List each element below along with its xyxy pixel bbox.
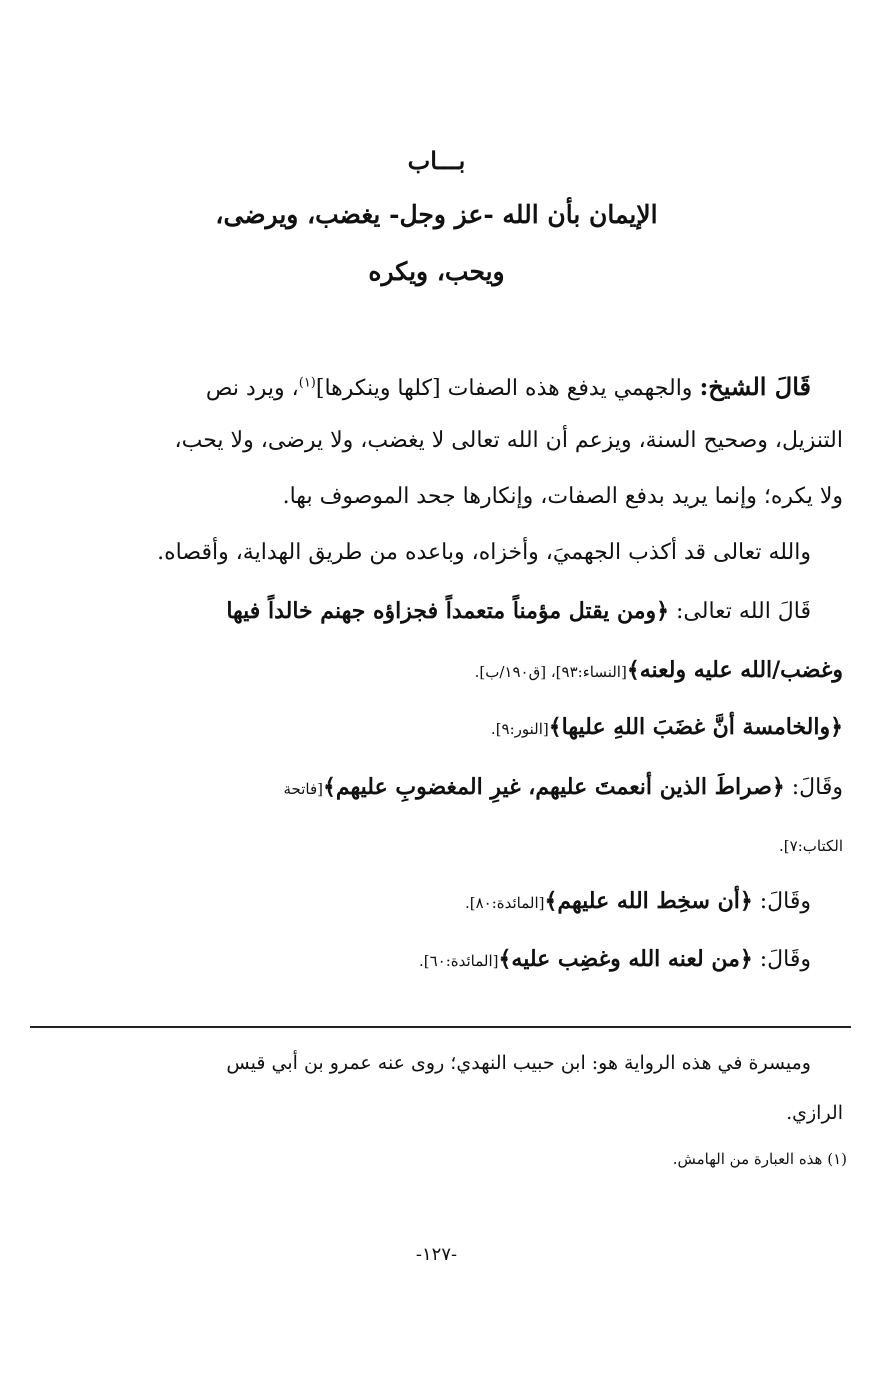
paragraph-text: والجهمي يدفع هذه الصفات [كلها وينكرها] xyxy=(315,376,700,401)
paragraph-3-line-1 xyxy=(30,598,811,624)
quran-verse: ﴿أن سخِط الله عليهم﴾ xyxy=(544,888,753,914)
quran-verse: ﴿والخامسة أنَّ غضَبَ اللهِ عليها﴾ xyxy=(548,714,843,740)
paragraph-5-line-2 xyxy=(30,832,843,857)
paragraph-5-line-1 xyxy=(30,774,843,800)
paragraph-3-line-2 xyxy=(30,657,843,683)
verse-reference: [النساء:٩٣]، [ق١٩٠/ب]. xyxy=(474,663,627,681)
footnote-continuation-line-1: وميسرة في هذه الرواية هو: ابن حبيب النهدي؛ روى عنه عمرو بن أبي قيس xyxy=(226,1052,811,1074)
paragraph-7-line-1 xyxy=(30,946,811,972)
paragraph-4-line-1 xyxy=(30,714,843,740)
footnote-continuation-line-2: الرازي. xyxy=(786,1102,843,1124)
paragraph-1-line-2: التنزيل، وصحيح السنة، ويزعم أن الله تعالى لا يغضب، ولا يرضى، ولا يحب، xyxy=(174,428,843,453)
quran-verse: ﴿صراطَ الذين أنعمتَ عليهم، غيرِ المغضوبِ عليهم﴾ xyxy=(323,774,785,800)
speaker-label: قَالَ الشيخ: xyxy=(699,372,811,401)
verse-reference: [المائدة:٨٠]. xyxy=(464,894,545,912)
quran-verse: ﴿من لعنه الله وغضِب عليه﴾ xyxy=(498,946,753,972)
chapter-title-line-2: ويحب، ويكره xyxy=(368,257,505,286)
verse-reference: [المائدة:٦٠]. xyxy=(418,952,499,970)
verse-intro: وقَالَ: xyxy=(784,775,843,800)
verse-reference: [النور:٩]. xyxy=(490,720,549,738)
paragraph-1-line-1 xyxy=(30,372,811,401)
chapter-title-line-1: الإيمان بأن الله -عز وجل- يغضب، ويرضى، xyxy=(215,200,658,229)
verse-reference: [فاتحة xyxy=(283,780,323,798)
quran-verse: ﴿ومن يقتل مؤمناً متعمداً فجزاؤه جهنم خالداً فيها xyxy=(226,598,670,624)
verse-reference: الكتاب:٧]. xyxy=(779,837,843,855)
verse-intro: وقَالَ: xyxy=(752,947,811,972)
paragraph-6-line-1 xyxy=(30,888,811,914)
paragraph-2-line-1: والله تعالى قد أكذب الجهميَ، وأخزاه، وباعده من طريق الهداية، وأقصاه. xyxy=(157,540,811,565)
footnote-marker: (١) xyxy=(298,375,316,391)
quran-verse: وغضب/الله عليه ولعنه﴾ xyxy=(626,657,843,683)
footnote-1: (١) هذه العبارة من الهامش. xyxy=(672,1150,847,1168)
section-label: بـــاب xyxy=(407,146,466,175)
paragraph-1-line-3: ولا يكره؛ وإنما يريد بدفع الصفات، وإنكارها جحد الموصوف بها. xyxy=(282,484,843,509)
footnote-divider xyxy=(30,1026,851,1028)
page-number: -١٢٧- xyxy=(415,1244,458,1265)
verse-intro: وقَالَ: xyxy=(752,889,811,914)
paragraph-text: ، ويرد نص xyxy=(205,376,299,401)
verse-intro: قَالَ الله تعالى: xyxy=(669,599,811,624)
